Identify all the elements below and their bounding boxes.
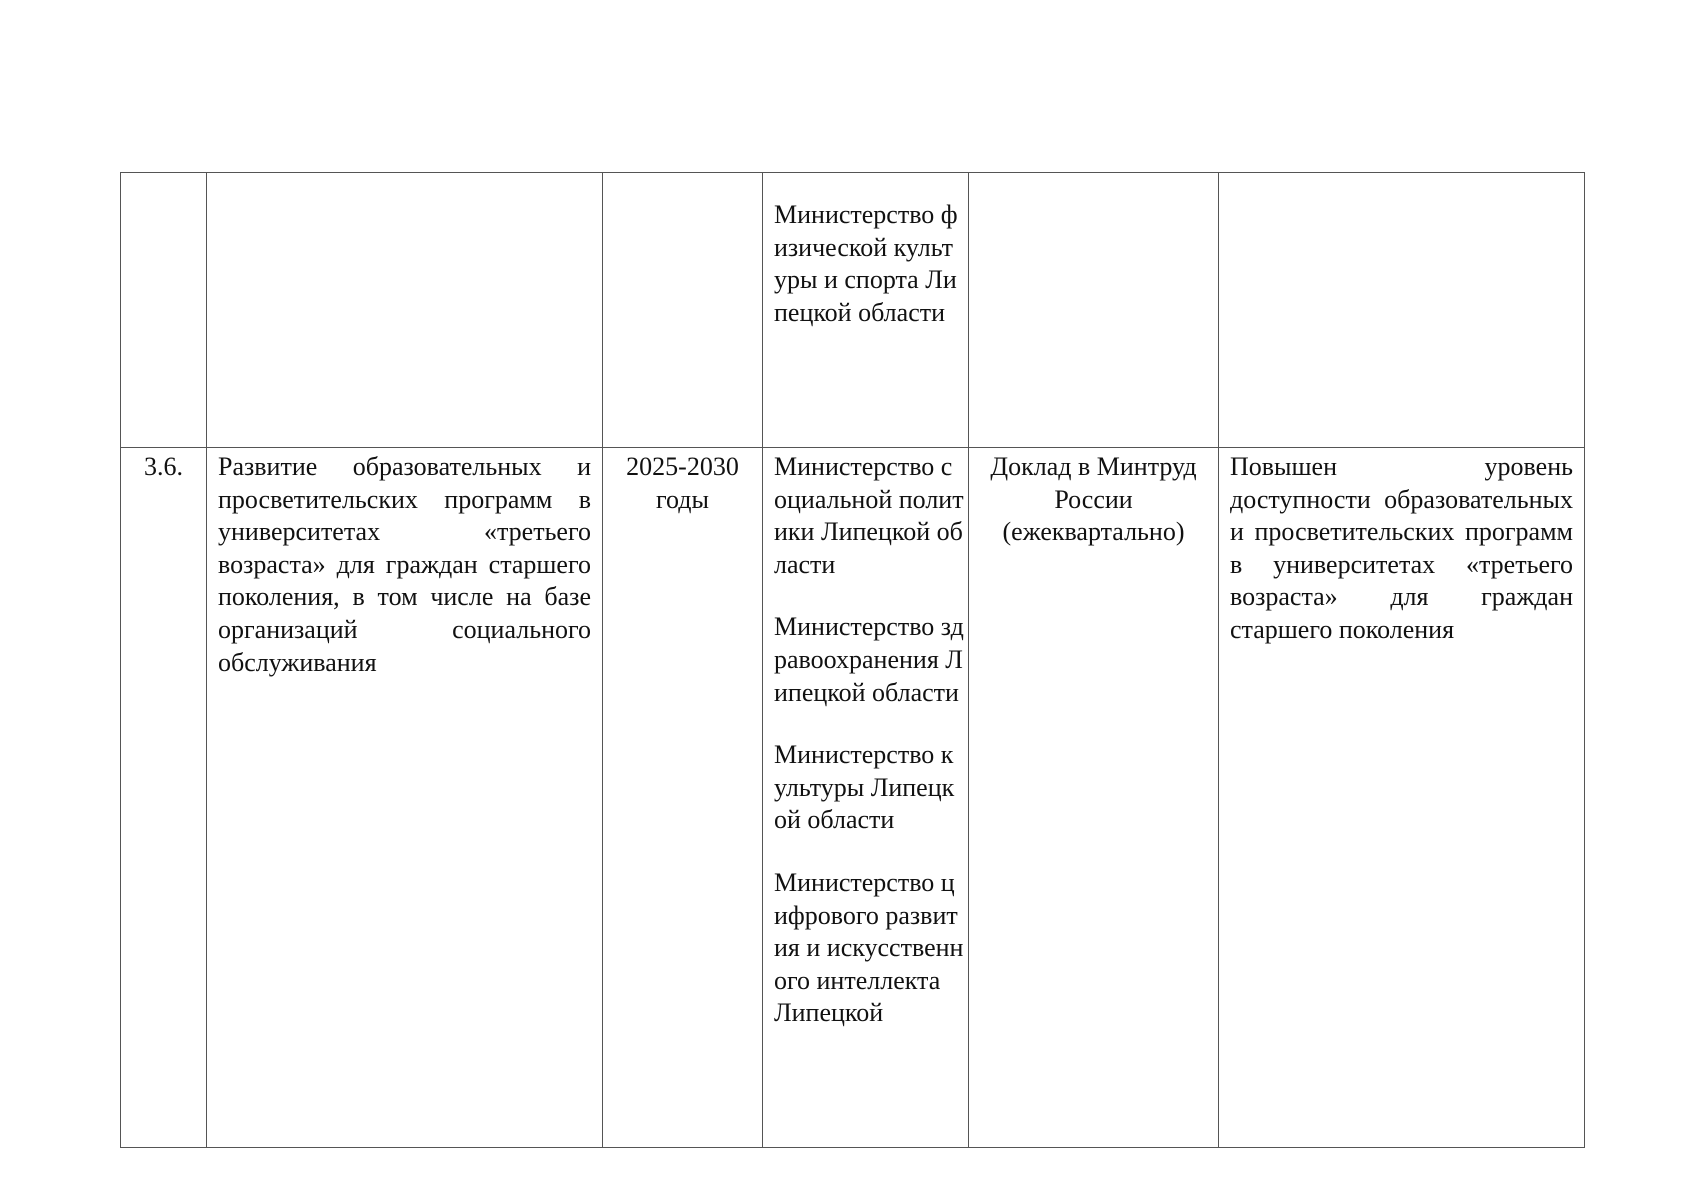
result-text: Повышен уровень доступности образовательных и просветительских программ в университетах «третьего возраста» для граждан старшего поколения: [1230, 452, 1573, 644]
executor-item: Министерство культуры Липецкой области: [774, 740, 955, 835]
executor-item: Министерство социальной политики Липецкой области: [774, 452, 964, 579]
cell-result: [1219, 173, 1585, 448]
table-row-3-6: [121, 448, 1585, 1148]
executor-item: Министерство цифрового развития и искусственного интеллекта Липецкой: [774, 867, 964, 1028]
item-number: 3.6.: [144, 452, 183, 481]
activity-text: Развитие образовательных и просветительских программ в университетах «третьего возраста» для граждан старшего поколения, в том числе на базе организаций социального обслуживания: [218, 452, 591, 677]
cell-period: [603, 448, 763, 1148]
report-form-text: Доклад в Минтруд России (ежеквартально): [990, 452, 1197, 547]
table-row-continuation: [121, 173, 1585, 448]
cell-number: [121, 173, 207, 448]
executor-item: Министерство физической культуры и спорта Липецкой области: [774, 200, 958, 327]
cell-activity: [207, 448, 603, 1148]
cell-number: [121, 448, 207, 1148]
cell-period: [603, 173, 763, 448]
cell-report-form: [969, 173, 1219, 448]
cell-activity: [207, 173, 603, 448]
executor-item: Министерство здравоохранения Липецкой области: [774, 612, 964, 707]
period-text: 2025-2030 годы: [626, 452, 739, 514]
cell-executors: [763, 448, 969, 1148]
cell-report-form: [969, 448, 1219, 1148]
measures-table: [120, 172, 1585, 1148]
cell-result: [1219, 448, 1585, 1148]
cell-executors: [763, 173, 969, 448]
